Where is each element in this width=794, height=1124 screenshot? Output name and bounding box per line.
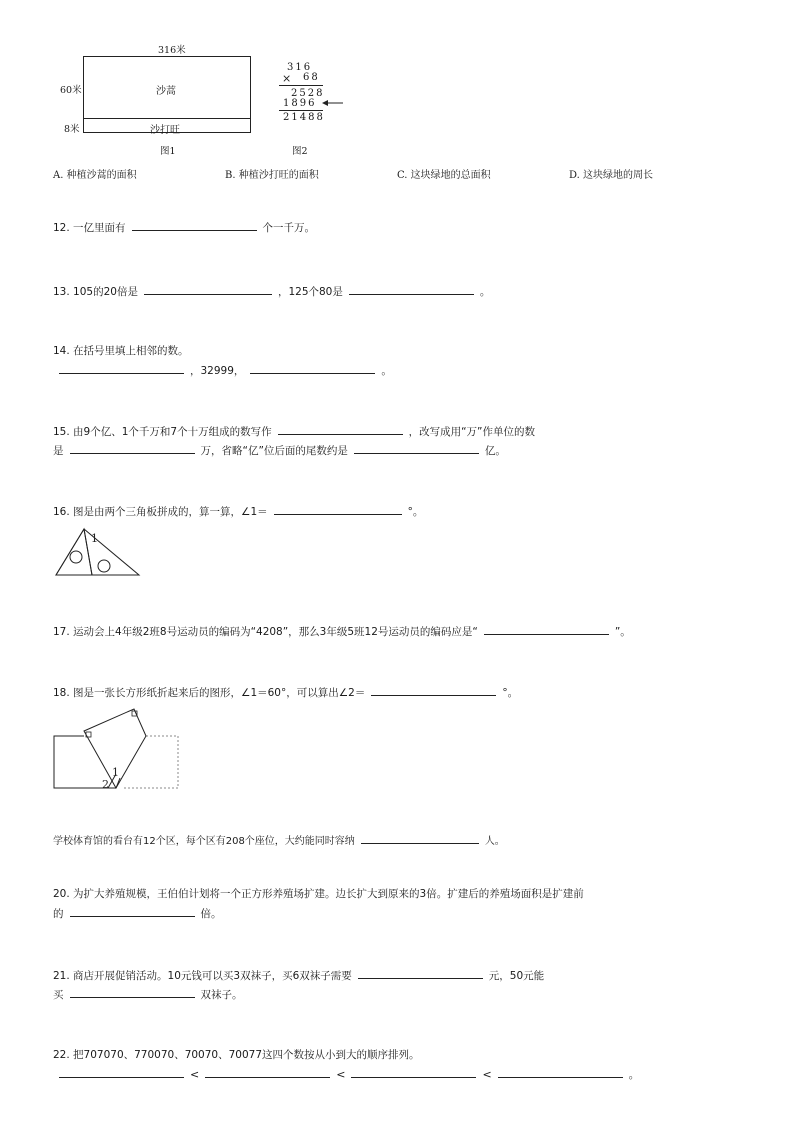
q22-answer-blank-3[interactable] — [351, 1066, 476, 1078]
q21-text: 21. 商店开展促销活动。10元钱可以买3双袜子，买6双袜子需要 — [53, 970, 352, 982]
q16-angle-label: 1 — [91, 532, 98, 545]
question-21-line1 — [53, 967, 544, 983]
q13-answer-blank-1[interactable] — [144, 283, 272, 295]
q12-text-post: 个一千万。 — [262, 222, 316, 234]
q13-text-mid: ，125个80是 — [277, 286, 343, 298]
question-21-line2 — [53, 986, 243, 1002]
q17-text: 17. 运动会上4年级2班8号运动员的编码为“4208”，那么3年级5班12号运动员的编码应是“ — [53, 626, 478, 638]
q12-answer-blank[interactable] — [132, 219, 257, 231]
q20-answer-blank[interactable] — [70, 905, 195, 917]
question-15-line1 — [53, 423, 535, 439]
q15-line2-mid: 万，省略“亿”位后面的尾数约是 — [200, 445, 348, 457]
question-22-answers — [53, 1066, 640, 1082]
q21-answer-blank-2[interactable] — [70, 986, 195, 998]
q13-text-post: 。 — [479, 286, 491, 298]
q22-end: 。 — [628, 1068, 640, 1081]
q17-answer-blank[interactable] — [484, 623, 609, 635]
fig1-region-shadawang: 沙打旺 — [150, 125, 180, 136]
question-12 — [53, 219, 315, 235]
q13-text: 13. 105的20倍是 — [53, 286, 138, 298]
option-c[interactable]: C. 这块绿地的总面积 — [397, 170, 491, 181]
q22-answer-blank-2[interactable] — [205, 1066, 330, 1078]
fig2-arrow-icon — [322, 98, 344, 108]
q19-text-post: 人。 — [484, 836, 505, 847]
question-19 — [53, 832, 505, 847]
q18-folded-paper-figure — [52, 706, 182, 792]
q16-answer-blank[interactable] — [274, 503, 402, 515]
fig1-divider — [83, 118, 251, 119]
q22-lt-1: < — [190, 1068, 200, 1081]
q14-text-post: 。 — [381, 365, 392, 377]
q21-line2-post: 双袜子。 — [200, 989, 243, 1001]
q18-answer-blank[interactable] — [371, 684, 496, 696]
q15-answer-blank-3[interactable] — [354, 442, 479, 454]
option-a[interactable]: A. 种植沙蒿的面积 — [53, 170, 137, 181]
fig2-line3: 2528 — [291, 88, 325, 99]
q22-text: 22. 把707070、770070、70070、70077这四个数按从小到大的顺序排列。 — [53, 1049, 420, 1061]
q20-line2-post: 倍。 — [200, 908, 222, 920]
fig1-region-shahao: 沙蒿 — [156, 86, 176, 97]
fig2-rule-1 — [279, 85, 323, 86]
fig1-top-label: 316米 — [158, 45, 186, 56]
q14-answer-blank-1[interactable] — [59, 362, 184, 374]
q17-text-post: ”。 — [614, 626, 631, 638]
q22-lt-3: < — [482, 1068, 492, 1081]
q14-text-mid: ，32999， — [190, 365, 245, 377]
q16-triangles-figure — [52, 527, 144, 579]
q19-text: 学校体育馆的看台有12个区，每个区有208个座位，大约能同时容纳 — [53, 836, 355, 847]
q15-line2-pre: 是 — [53, 445, 64, 457]
q14-answer-blank-2[interactable] — [250, 362, 375, 374]
fig2-caption: 图2 — [292, 146, 308, 157]
question-20-line2 — [53, 905, 222, 921]
q12-text: 12. 一亿里面有 — [53, 222, 126, 234]
q19-answer-blank[interactable] — [361, 832, 479, 844]
fig2-line4: 1896 — [283, 98, 317, 109]
q14-text: 14. 在括号里填上相邻的数。 — [53, 345, 189, 357]
question-13 — [53, 283, 490, 299]
q15-line2-post: 亿。 — [484, 445, 506, 457]
fig2-op: × — [282, 72, 292, 85]
q13-answer-blank-2[interactable] — [349, 283, 474, 295]
q21-line2-pre: 买 — [53, 989, 64, 1001]
q16-text: 16. 图是由两个三角板拼成的，算一算，∠1＝ — [53, 506, 268, 518]
q18-angle-label-2: 2 — [102, 778, 109, 791]
question-18 — [53, 684, 518, 700]
q18-text: 18. 图是一张长方形纸折起来后的图形，∠1＝60°，可以算出∠2＝ — [53, 687, 366, 699]
q15-text: 15. 由9个亿、1个千万和7个十万组成的数写作 — [53, 426, 272, 438]
question-15-line2 — [53, 442, 506, 458]
fig1-caption: 图1 — [160, 146, 176, 157]
q15-answer-blank-2[interactable] — [70, 442, 195, 454]
q21-answer-blank-1[interactable] — [358, 967, 483, 979]
fig2-line1: 316 — [287, 62, 313, 73]
fig1-left-label-60: 60米 — [60, 85, 82, 96]
q15-text-mid: ，改写成用“万”作单位的数 — [408, 426, 535, 438]
q20-line2-pre: 的 — [53, 908, 64, 920]
q15-answer-blank-1[interactable] — [278, 423, 403, 435]
q22-answer-blank-4[interactable] — [498, 1066, 623, 1078]
fig2-line2: 68 — [303, 72, 320, 83]
q22-lt-2: < — [336, 1068, 346, 1081]
question-14-answers — [53, 362, 392, 378]
q20-text: 20. 为扩大养殖规模，王伯伯计划将一个正方形养殖场扩建。边长扩大到原来的3倍。扩建后的养殖场面积是扩建前 — [53, 888, 584, 900]
fig2-line5: 21488 — [283, 112, 325, 123]
q18-text-post: °。 — [502, 687, 519, 699]
option-b[interactable]: B. 种植沙打旺的面积 — [225, 170, 319, 181]
q21-text-mid: 元，50元能 — [488, 970, 545, 982]
question-16 — [53, 503, 423, 519]
q18-angle-label-1: 1 — [112, 766, 119, 779]
question-17 — [53, 623, 631, 639]
q22-answer-blank-1[interactable] — [59, 1066, 184, 1078]
fig2-rule-2 — [279, 110, 323, 111]
q16-text-post: °。 — [407, 506, 424, 518]
option-d[interactable]: D. 这块绿地的周长 — [569, 170, 654, 181]
fig1-left-label-8: 8米 — [64, 124, 80, 135]
